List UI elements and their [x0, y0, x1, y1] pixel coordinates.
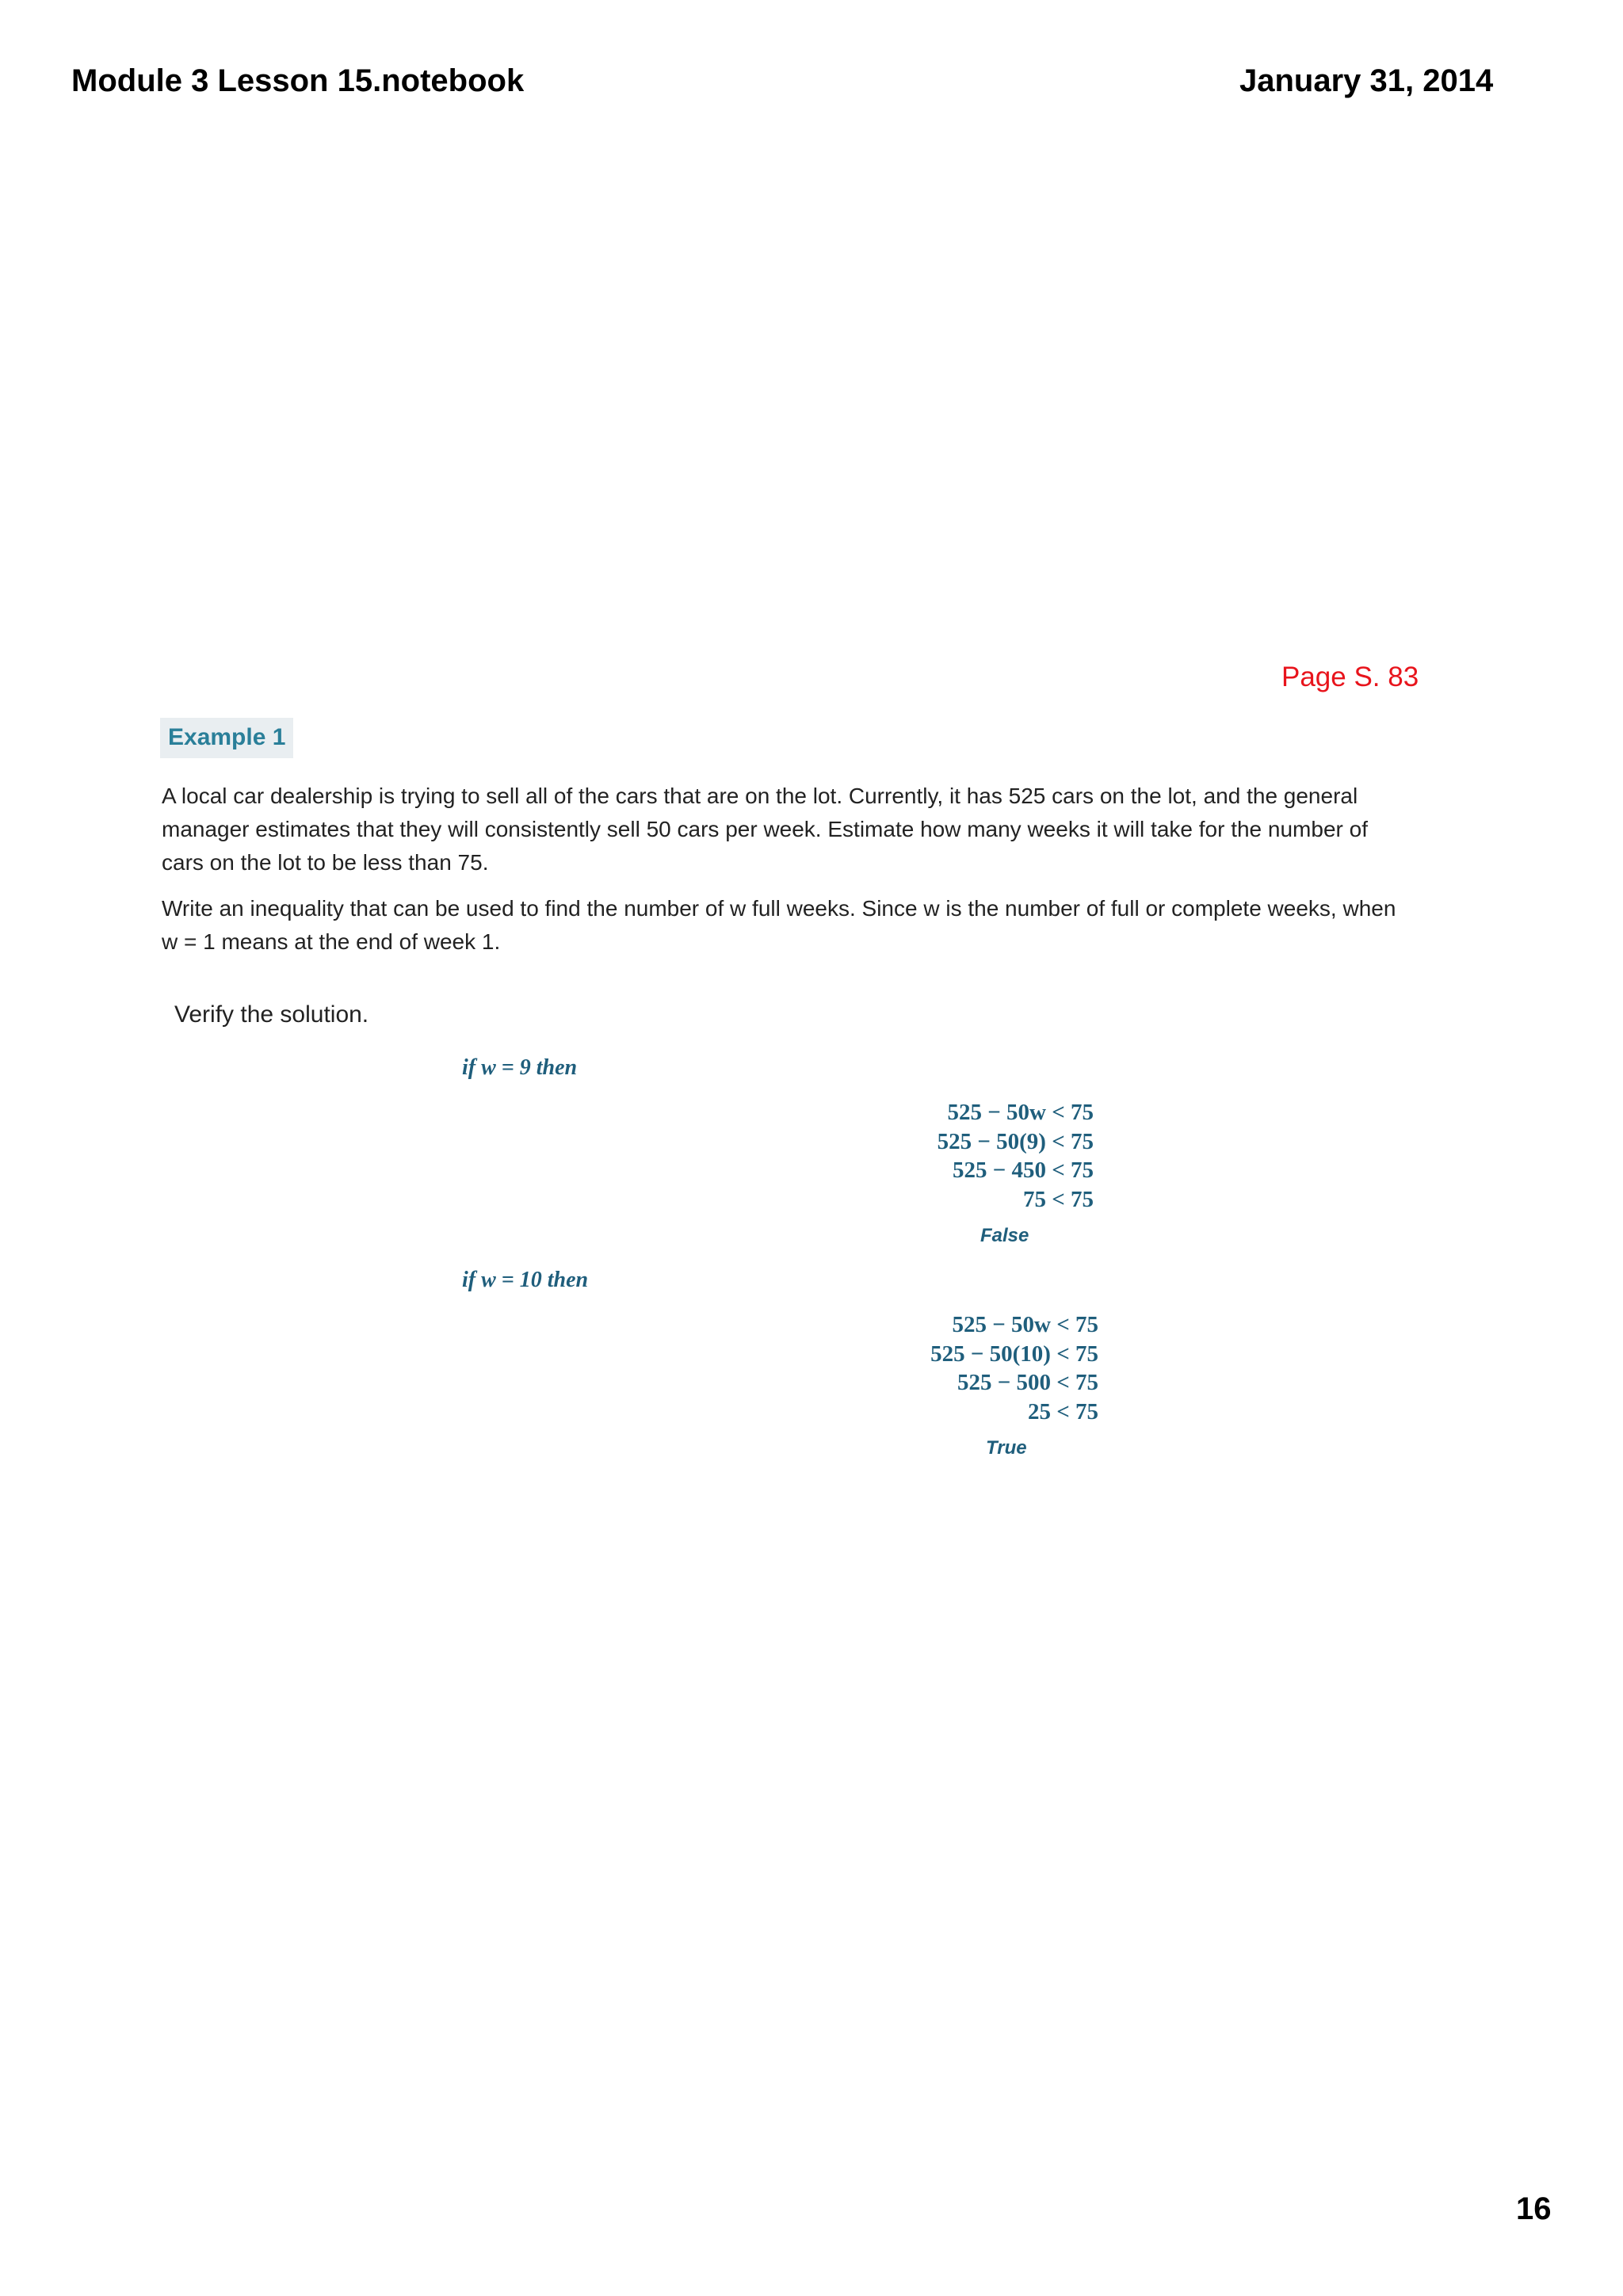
equation-step: 525 − 50w < 75 [952, 1312, 1098, 1337]
page-reference: Page S. 83 [1281, 662, 1419, 692]
verify-prompt: Verify the solution. [174, 1001, 369, 1028]
equation-step: 525 − 50w < 75 [947, 1100, 1094, 1125]
example-heading: Example 1 [160, 718, 293, 758]
check-condition-w9: if w = 9 then [462, 1055, 578, 1080]
equation-step: 525 − 500 < 75 [957, 1370, 1098, 1395]
inequality-instruction: Write an inequality that can be used to find the number of w full weeks. Since w is the number of full or complete weeks, when w = 1 means at the end of week 1. [162, 896, 1396, 954]
problem-statement: A local car dealership is trying to sell all of the cars that are on the lot. Currently, it has 525 cars on the lot, and the general manager estimates that they will consistently sell 50 cars per week. Estimate how many weeks it will take for the number of cars on the lot to be less than 75. [162, 784, 1368, 875]
equation-step: 75 < 75 [1022, 1186, 1094, 1212]
check-result-w9: False [980, 1225, 1029, 1246]
equation-steps-w9 [903, 1098, 1094, 1214]
equation-step: 525 − 50(9) < 75 [937, 1128, 1094, 1154]
equation-step: 25 < 75 [1027, 1398, 1098, 1425]
equation-step: 525 − 450 < 75 [952, 1158, 1094, 1183]
document-date: January 31, 2014 [1239, 63, 1494, 98]
equation-steps-w10 [896, 1310, 1098, 1426]
check-result-w10: True [986, 1437, 1027, 1459]
check-condition-w10: if w = 10 then [462, 1268, 589, 1292]
page-number: 16 [1516, 2191, 1552, 2226]
document-title: Module 3 Lesson 15.notebook [71, 63, 525, 98]
equation-step: 525 − 50(10) < 75 [930, 1341, 1098, 1367]
